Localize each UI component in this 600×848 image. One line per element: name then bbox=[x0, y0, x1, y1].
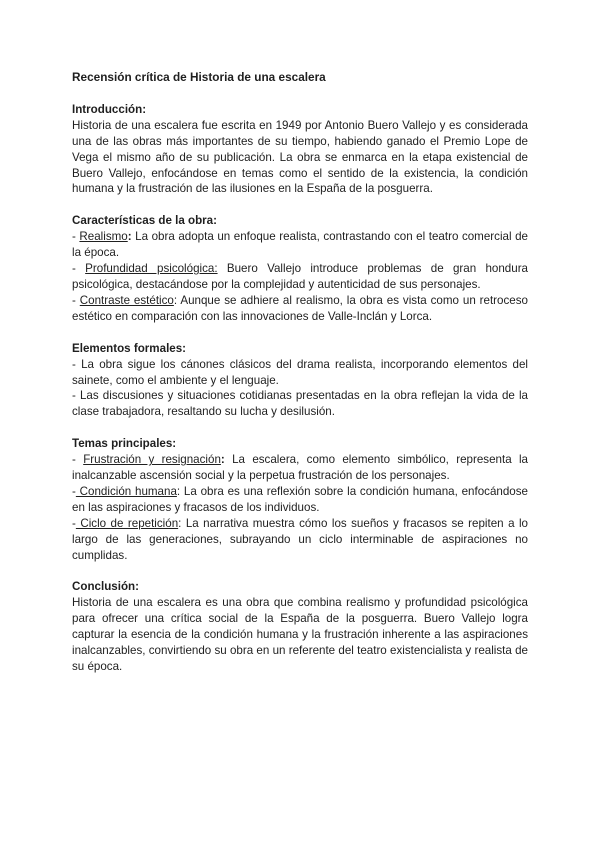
themes-heading: Temas principales: bbox=[72, 437, 177, 451]
characteristic-item-contraste bbox=[72, 293, 528, 325]
item-prefix: - bbox=[72, 293, 80, 307]
introduction-text: Historia de una escalera fue escrita en 1949 por Antonio Buero Vallejo y es considerada una de las obras más importantes de su tiempo, habiendo ganado el Premio Lope de Vega el mismo año de su publicación. La obra se enmarca en la etapa existencial de Buero Vallejo, enfocándose en temas como el sentido de la existencia, la condición humana y la frustración de las ilusiones en la España de la posguerra. bbox=[72, 118, 528, 196]
item-separator: : bbox=[176, 484, 181, 498]
characteristic-item-realismo bbox=[72, 229, 528, 261]
formal-element-item: - La obra sigue los cánones clásicos del drama realista, incorporando elementos del sainete, como el ambiente y el lenguaje. bbox=[72, 357, 528, 387]
introduction-heading: Introducción: bbox=[72, 102, 147, 116]
item-text: La escalera, como elemento simbólico, representa la inalcanzable ascensión social y la perpetua frustración de los personajes. bbox=[72, 453, 528, 483]
theme-item-ciclo bbox=[72, 516, 528, 564]
theme-item-frustracion bbox=[72, 452, 528, 484]
formal-elements-heading: Elementos formales: bbox=[72, 341, 187, 355]
characteristic-item-profundidad bbox=[72, 261, 528, 293]
item-separator: : bbox=[173, 293, 178, 307]
item-prefix: - bbox=[72, 484, 76, 498]
formal-elements-section bbox=[72, 341, 528, 421]
item-term: Contraste estético bbox=[79, 293, 174, 307]
conclusion-heading: Conclusión: bbox=[72, 580, 139, 594]
characteristics-heading: Características de la obra: bbox=[72, 214, 217, 228]
item-term: Realismo bbox=[79, 230, 128, 244]
document-title: Recensión crítica de Historia de una escalera bbox=[72, 70, 326, 84]
item-term: Frustración y resignación bbox=[83, 453, 221, 467]
item-separator: : bbox=[127, 230, 132, 244]
characteristics-section bbox=[72, 213, 528, 324]
item-text: Aunque se adhiere al realismo, la obra es vista como un retroceso estético en comparación con las innovaciones de Valle-Inclán y Lorca. bbox=[72, 293, 528, 323]
formal-element-item: - Las discusiones y situaciones cotidianas presentadas en la obra reflejan la vida de la clase trabajadora, resaltando su lucha y desilusión. bbox=[72, 389, 528, 419]
item-text: La narrativa muestra cómo los sueños y fracasos se repiten a lo largo de las generaciones, subrayando un ciclo interminable de aspiraciones no cumplidas. bbox=[72, 516, 528, 562]
item-text: La obra adopta un enfoque realista, contrastando con el teatro comercial de la época. bbox=[72, 230, 528, 260]
item-prefix: - bbox=[72, 262, 86, 276]
conclusion-text: Historia de una escalera es una obra que combina realismo y profundidad psicológica para ofrecer una crítica social de la España de la posguerra. Buero Vallejo logra capturar la esencia de la condición humana y la frustración inherente a las aspiraciones inalcanzables, convirtiendo su obra en un referente del teatro existencialista y realista de su época. bbox=[72, 596, 528, 673]
item-term: Condición humana bbox=[75, 484, 177, 498]
item-separator: : bbox=[220, 453, 225, 467]
item-separator: : bbox=[178, 516, 182, 530]
item-prefix: - bbox=[72, 516, 76, 530]
theme-item-condicion bbox=[72, 484, 528, 516]
item-text: Buero Vallejo introduce problemas de gran hondura psicológica, destacándose por la complejidad y autenticidad de sus personajes. bbox=[72, 262, 529, 291]
item-prefix: - bbox=[72, 453, 84, 467]
item-text: La obra es una reflexión sobre la condición humana, enfocándose en las aspiraciones y fracasos de los individuos. bbox=[72, 484, 529, 514]
document-page bbox=[72, 70, 528, 691]
themes-section bbox=[72, 436, 528, 563]
introduction-section bbox=[72, 102, 528, 197]
item-prefix: - bbox=[72, 230, 80, 244]
item-term: Ciclo de repetición bbox=[75, 516, 179, 530]
item-term: Profundidad psicológica: bbox=[85, 262, 218, 276]
conclusion-section bbox=[72, 579, 528, 674]
